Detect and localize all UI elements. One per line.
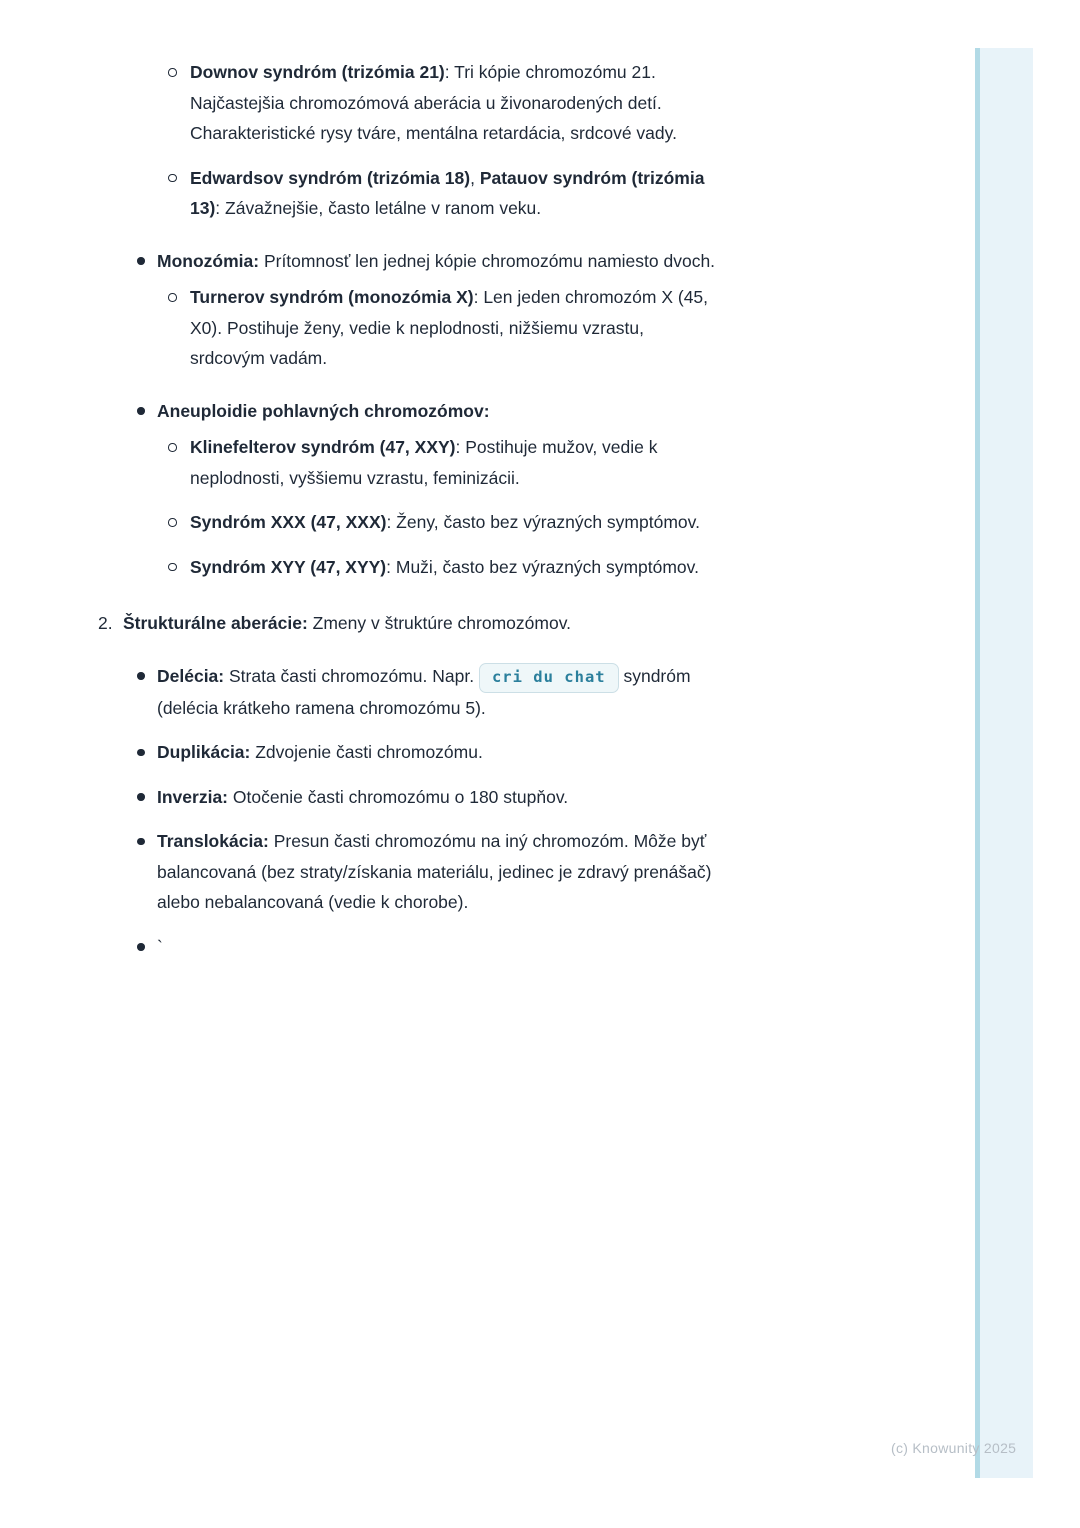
list-item-klinefelterov-syndrom [168, 432, 838, 493]
circle-bullet-icon [168, 552, 190, 572]
list-item-text: Turnerov syndróm (monozómia X): Len jeden chromozóm X (45, X0). Postihuje ženy, vedie k neplodnosti, nižšiemu vzrastu, srdcovým vadám. [190, 287, 709, 368]
circle-bullet-icon [168, 57, 190, 77]
list-item-text: Delécia: Strata časti chromozómu. Napr. cri du chat syndróm (delécia krátkeho ramena chromozómu 5). [157, 661, 838, 724]
numbered-item-strukturalne-aberacie [98, 608, 838, 639]
list-item-stray-backtick [137, 932, 838, 963]
disc-bullet-icon [137, 737, 157, 756]
circle-bullet-icon [168, 432, 190, 452]
list-item-turnerov-syndrom [168, 282, 838, 374]
list-item-inverzia [137, 782, 838, 813]
list-item-aneuploidie [137, 396, 838, 583]
right-edge-stripe [975, 48, 1033, 1478]
list-item-monozomia [137, 246, 838, 374]
list-item-syndrom-xxx [168, 507, 838, 538]
trisomy-examples-list [168, 57, 838, 224]
disc-bullet-icon [137, 932, 157, 951]
disc-bullet-icon [137, 396, 157, 415]
document-body [98, 57, 838, 962]
list-item-text: Klinefelterov syndróm (47, XXY): Postihuje mužov, vedie k neplodnosti, vyššiemu vzrastu, feminizácii. [190, 437, 658, 488]
list-item-text: Translokácia: Presun časti chromozómu na iný chromozóm. Môže byť balancovaná (bez straty/získania materiálu, jedinec je zdravý prenášač) alebo nebalancovaná (vedie k chorobe). [157, 831, 712, 912]
list-item-text: Duplikácia: Zdvojenie časti chromozómu. [157, 742, 483, 762]
circle-bullet-icon [168, 163, 190, 183]
list-item-text: Aneuploidie pohlavných chromozómov: [157, 400, 490, 421]
list-item-text: Inverzia: Otočenie časti chromozómu o 180 stupňov. [157, 786, 569, 807]
list-item-duplikacia [137, 737, 838, 768]
inline-code-chip: cri du chat [479, 663, 619, 693]
disc-bullet-icon [137, 246, 157, 265]
disc-bullet-icon [137, 782, 157, 801]
list-item-translokacia [137, 826, 838, 918]
list-item-text: Syndróm XXX (47, XXX): Ženy, často bez výrazných symptómov. [190, 512, 700, 532]
disc-bullet-icon [137, 661, 157, 680]
circle-bullet-icon [168, 282, 190, 302]
circle-bullet-icon [168, 507, 190, 527]
list-item-delecia [137, 661, 838, 724]
disc-bullet-icon [137, 826, 157, 845]
list-item-text: Edwardsov syndróm (trizómia 18), Patauov syndróm (trizómia 13): Závažnejšie, často letálne v ranom veku. [190, 167, 705, 218]
list-item-syndrom-xyy [168, 552, 838, 583]
structural-aberrations-list [137, 661, 838, 963]
monozomia-sublist [168, 282, 838, 374]
list-item-text: ` [157, 936, 163, 957]
numeric-aberrations-list [137, 246, 838, 583]
list-item-text: Syndróm XYY (47, XYY): Muži, často bez výrazných symptómov. [190, 556, 699, 577]
copyright-watermark: (c) Knowunity 2025 [891, 1440, 1017, 1456]
list-item-text: Downov syndróm (trizómia 21): Tri kópie chromozómu 21. Najčastejšia chromozómová aberácia u živonarodených detí. Charakteristické rysy tváre, mentálna retardácia, srdcové vady. [190, 62, 677, 143]
list-item-text: Štrukturálne aberácie: Zmeny v štruktúre chromozómov. [123, 613, 572, 633]
list-item-edwardsov-patauov-syndrom [168, 163, 838, 224]
list-item-downov-syndrom [168, 57, 838, 149]
aneuploidie-sublist [168, 432, 838, 582]
list-number: 2. [98, 613, 113, 633]
list-item-text: Monozómia: Prítomnosť len jednej kópie chromozómu namiesto dvoch. [157, 250, 716, 271]
